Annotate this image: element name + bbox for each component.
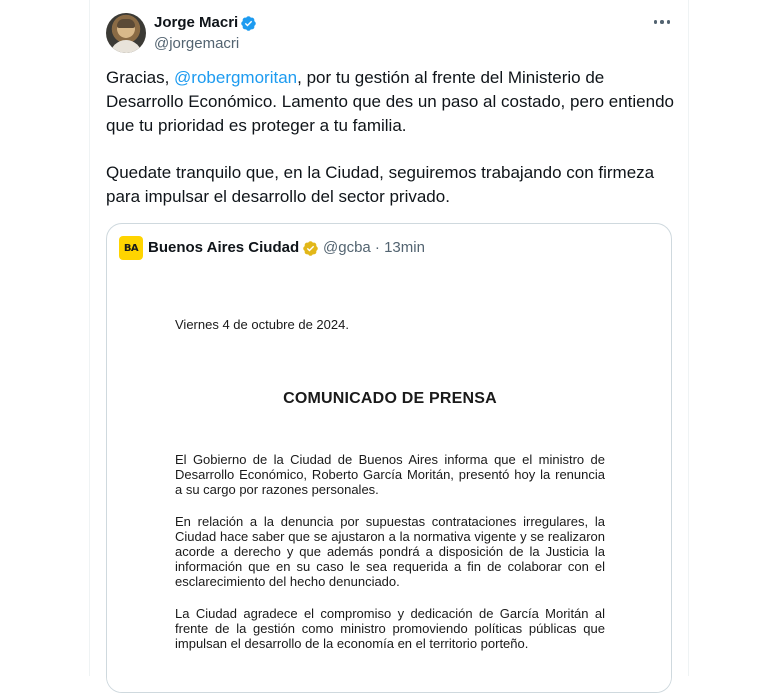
quoted-tweet[interactable] (106, 223, 672, 693)
document-paragraph-3: La Ciudad agradece el compromiso y dedicación de García Moritán al frente de la gestión como ministro promoviendo políticas públicas que impulsan el desarrollo de la economía en el territorio porteño. (175, 606, 605, 651)
dot (660, 20, 664, 24)
author-name[interactable]: Jorge Macri (154, 14, 239, 31)
document-paragraph-1: El Gobierno de la Ciudad de Buenos Aires informa que el ministro de Desarrollo Económico, Roberto García Moritán, presentó hoy la renuncia a su cargo por razones personales. (175, 452, 605, 497)
tweet-paragraph-2: Quedate tranquilo que, en la Ciudad, seguiremos trabajando con firmeza para impulsar el desarrollo del sector privado. (106, 163, 655, 206)
document-paragraph-2: En relación a la denuncia por supuestas contrataciones irregulares, la Ciudad hace saber que se ajustaron a la normativa vigente y se realizaron acorde a derecho y que además pondrá a disposición de la Justicia la información que en su caso le sea requerida a fin de colaborar con el esclarecimiento del hecho denunciado. (175, 514, 605, 589)
press-release-image[interactable] (107, 272, 672, 693)
text-before-mention: Gracias, (106, 68, 175, 87)
author-avatar[interactable] (106, 13, 146, 53)
document-date: Viernes 4 de octubre de 2024. (175, 317, 349, 332)
verified-badge-icon (240, 15, 257, 32)
mention-link[interactable]: @robergmoritan (174, 68, 298, 87)
dot (654, 20, 658, 24)
avatar-hair (117, 19, 135, 28)
tweet-paragraph-1 (106, 66, 676, 138)
quote-meta: @gcba · 13min (323, 239, 425, 256)
document-title: COMUNICADO DE PRENSA (283, 390, 497, 407)
more-options-icon[interactable] (652, 12, 672, 32)
quote-author-name[interactable]: Buenos Aires Ciudad (148, 239, 300, 256)
tweet-text (106, 66, 676, 209)
ba-logo: BA (119, 236, 143, 260)
text-after-mention: , por tu gestión al frente del Ministerio de Desarrollo Económico. Lamento que des un paso al costado, pero entiendo que tu prioridad es proteger a tu familia. (106, 68, 674, 135)
avatar-body (110, 40, 142, 53)
author-handle[interactable]: @jorgemacri (154, 35, 240, 52)
dot (667, 20, 671, 24)
gold-verified-badge-icon (302, 240, 319, 257)
